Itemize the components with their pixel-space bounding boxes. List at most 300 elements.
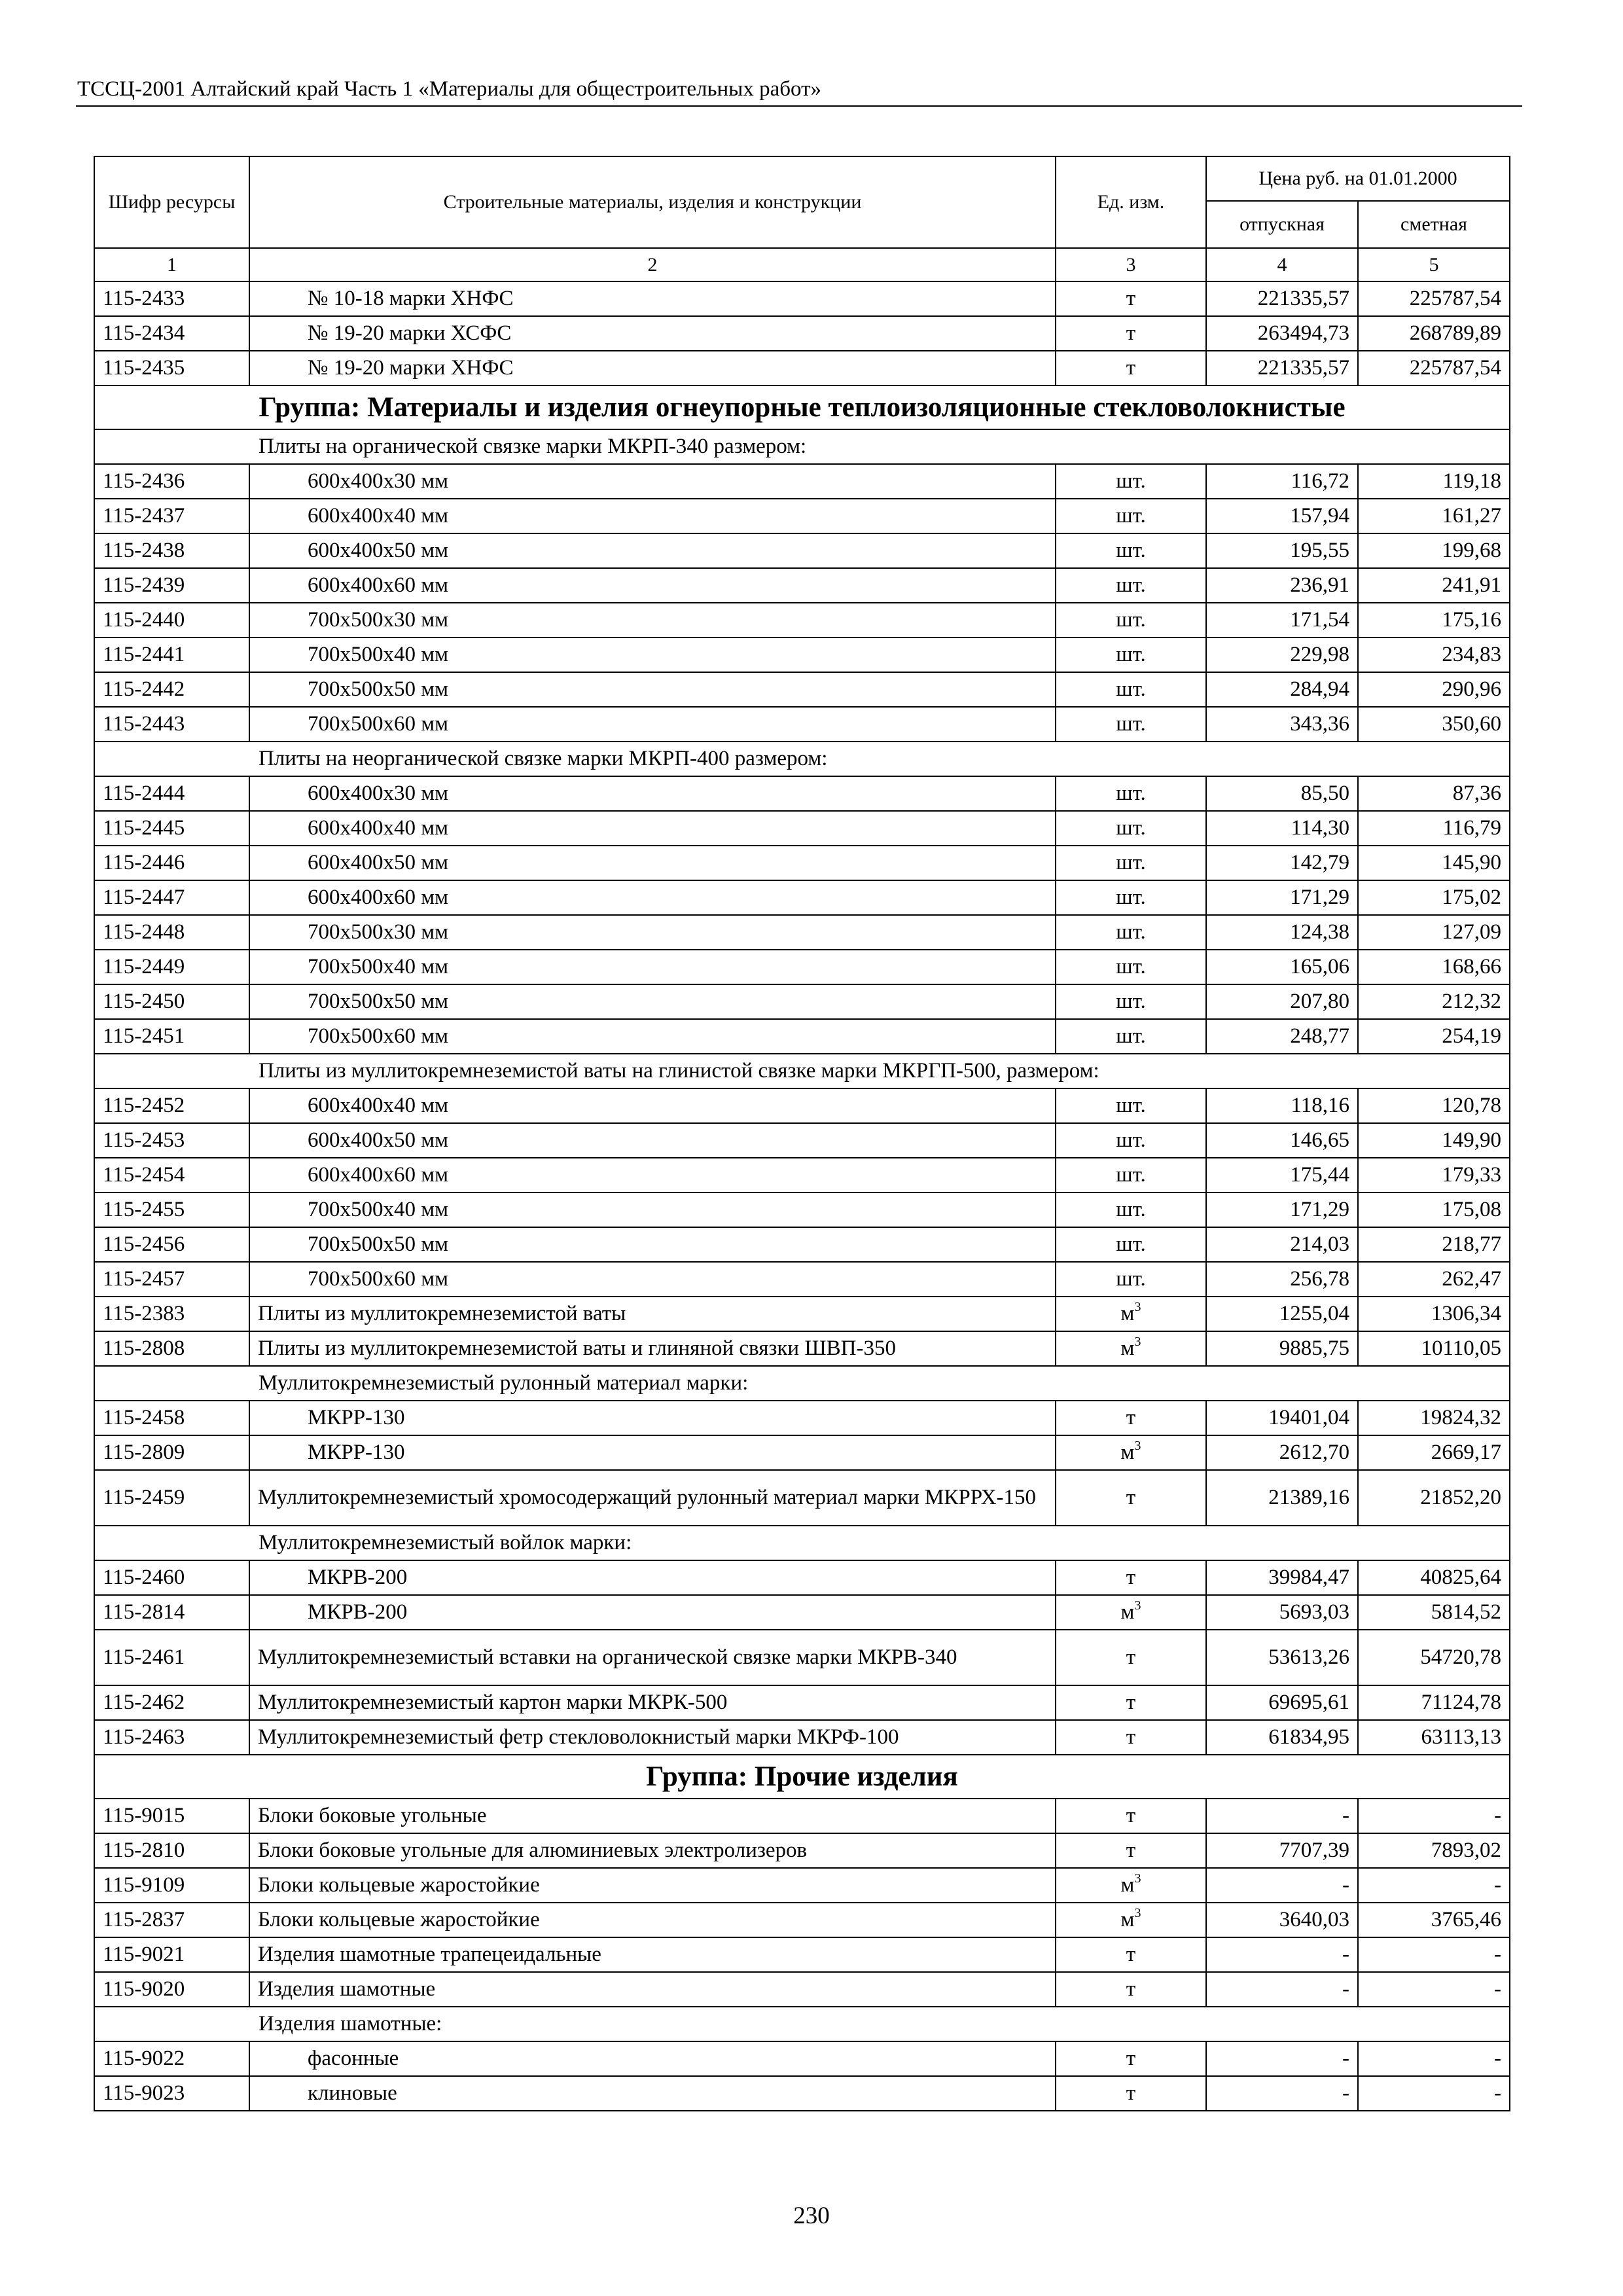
unit-cell <box>1056 950 1206 984</box>
resource-code: 115-2438 <box>94 533 249 568</box>
table-row <box>94 2041 1510 2076</box>
table-row <box>94 880 1510 915</box>
unit-cell <box>1056 1833 1206 1868</box>
resource-code: 115-2442 <box>94 672 249 707</box>
table-row <box>94 1560 1510 1595</box>
group-heading-row <box>94 1755 1510 1799</box>
release-price: 39984,47 <box>1206 1560 1358 1595</box>
unit: шт. <box>1116 781 1146 805</box>
material-name: Муллитокремнеземистый хромосодержащий рулонный материал марки МКРРХ-150 <box>249 1470 1056 1526</box>
unit: т <box>1126 356 1136 380</box>
group-heading-row <box>94 386 1510 429</box>
column-header-unit <box>1056 156 1206 248</box>
resource-code: 115-2436 <box>94 464 249 499</box>
unit-cell <box>1056 1560 1206 1595</box>
unit-cell <box>1056 846 1206 880</box>
unit-exponent: 3 <box>1134 1439 1141 1453</box>
estimate-price: 179,33 <box>1358 1158 1510 1193</box>
unit-cell <box>1056 1123 1206 1158</box>
estimate-price: 234,83 <box>1358 637 1510 672</box>
unit: т <box>1126 1943 1136 1966</box>
unit-cell <box>1056 776 1206 811</box>
table-row <box>94 2076 1510 2111</box>
material-name: 700х500х40 мм <box>249 950 1056 984</box>
resource-code: 115-2443 <box>94 707 249 742</box>
subheading: Муллитокремнеземистый рулонный материал марки: <box>94 1366 1510 1401</box>
estimate-price: - <box>1358 1868 1510 1903</box>
release-price: 61834,95 <box>1206 1720 1358 1755</box>
unit: шт. <box>1116 504 1146 528</box>
release-price: 256,78 <box>1206 1262 1358 1297</box>
unit: т <box>1126 1486 1136 1509</box>
material-name: МКРР-130 <box>249 1401 1056 1435</box>
estimate-price: 175,16 <box>1358 603 1510 637</box>
release-price: 175,44 <box>1206 1158 1358 1193</box>
estimate-price: 21852,20 <box>1358 1470 1510 1526</box>
material-name: 700х500х60 мм <box>249 1019 1056 1054</box>
release-price: 1255,04 <box>1206 1297 1358 1331</box>
resource-code: 115-2449 <box>94 950 249 984</box>
resource-code: 115-2814 <box>94 1595 249 1630</box>
estimate-price: 149,90 <box>1358 1123 1510 1158</box>
table-row <box>94 1019 1510 1054</box>
table-row <box>94 1435 1510 1470</box>
unit-cell <box>1056 1158 1206 1193</box>
material-name: Плиты из муллитокремнеземистой ваты и глиняной связки ШВП-350 <box>249 1331 1056 1366</box>
header-rule <box>76 105 1522 107</box>
unit: шт. <box>1116 1094 1146 1117</box>
resource-code: 115-2462 <box>94 1685 249 1720</box>
estimate-price: 2669,17 <box>1358 1435 1510 1470</box>
release-price: 157,94 <box>1206 499 1358 533</box>
release-price: - <box>1206 1799 1358 1833</box>
estimate-price: 1306,34 <box>1358 1297 1510 1331</box>
unit: шт. <box>1116 643 1146 666</box>
unit-exponent: 3 <box>1134 1300 1141 1314</box>
table-row <box>94 1868 1510 1903</box>
unit-cell <box>1056 316 1206 351</box>
material-name: Муллитокремнеземистый фетр стекловолокнистый марки МКРФ-100 <box>249 1720 1056 1755</box>
release-price: 284,94 <box>1206 672 1358 707</box>
table-row <box>94 672 1510 707</box>
unit-cell <box>1056 1595 1206 1630</box>
column-number-row <box>94 248 1510 281</box>
release-price: 248,77 <box>1206 1019 1358 1054</box>
release-price: - <box>1206 1937 1358 1972</box>
resource-code: 115-2810 <box>94 1833 249 1868</box>
unit-cell <box>1056 880 1206 915</box>
material-name: 600х400х60 мм <box>249 880 1056 915</box>
material-name: № 19-20 марки ХСФС <box>249 316 1056 351</box>
release-price: - <box>1206 2041 1358 2076</box>
table-row <box>94 1799 1510 1833</box>
resource-code: 115-9020 <box>94 1972 249 2007</box>
unit-cell <box>1056 1088 1206 1123</box>
material-name: № 19-20 марки ХНФС <box>249 351 1056 386</box>
release-price: 2612,70 <box>1206 1435 1358 1470</box>
estimate-price: 212,32 <box>1358 984 1510 1019</box>
table-row <box>94 776 1510 811</box>
unit-cell <box>1056 637 1206 672</box>
subheading: Плиты на органической связке марки МКРП-340 размером: <box>94 429 1510 464</box>
table-row <box>94 568 1510 603</box>
unit-cell <box>1056 1297 1206 1331</box>
unit: шт. <box>1116 990 1146 1013</box>
unit: шт. <box>1116 920 1146 944</box>
unit-cell <box>1056 1262 1206 1297</box>
material-name: Изделия шамотные трапецеидальные <box>249 1937 1056 1972</box>
unit: т <box>1126 1566 1136 1589</box>
unit-cell <box>1056 811 1206 846</box>
table-row <box>94 846 1510 880</box>
material-name: Блоки боковые угольные <box>249 1799 1056 1833</box>
material-name: 600х400х60 мм <box>249 568 1056 603</box>
unit-cell <box>1056 1868 1206 1903</box>
table-row <box>94 1331 1510 1366</box>
column-header-name-text: Строительные материалы, изделия и конструкции <box>443 191 862 213</box>
release-price: 118,16 <box>1206 1088 1358 1123</box>
estimate-price: 175,02 <box>1358 880 1510 915</box>
unit-cell <box>1056 1435 1206 1470</box>
page-number: 230 <box>793 2202 830 2229</box>
release-price: 21389,16 <box>1206 1470 1358 1526</box>
subheading-row <box>94 1054 1510 1088</box>
resource-code: 115-2458 <box>94 1401 249 1435</box>
material-name: Изделия шамотные <box>249 1972 1056 2007</box>
column-number: 1 <box>94 248 249 281</box>
release-price: 114,30 <box>1206 811 1358 846</box>
material-name: фасонные <box>249 2041 1056 2076</box>
unit: шт. <box>1116 816 1146 840</box>
unit-cell <box>1056 984 1206 1019</box>
material-name: МКРВ-200 <box>249 1560 1056 1595</box>
release-price: 207,80 <box>1206 984 1358 1019</box>
resource-code: 115-2437 <box>94 499 249 533</box>
unit: т <box>1126 1645 1136 1669</box>
material-name: 600х400х40 мм <box>249 1088 1056 1123</box>
resource-code: 115-2455 <box>94 1193 249 1227</box>
unit-cell <box>1056 1720 1206 1755</box>
column-number: 4 <box>1206 248 1358 281</box>
release-price: 171,54 <box>1206 603 1358 637</box>
estimate-price: 168,66 <box>1358 950 1510 984</box>
estimate-price: - <box>1358 2041 1510 2076</box>
unit: шт. <box>1116 1198 1146 1221</box>
column-number: 5 <box>1358 248 1510 281</box>
unit-cell <box>1056 1019 1206 1054</box>
subheading-row <box>94 742 1510 776</box>
unit: м <box>1120 1302 1135 1325</box>
estimate-price: 175,08 <box>1358 1193 1510 1227</box>
estimate-price: 120,78 <box>1358 1088 1510 1123</box>
material-name: Муллитокремнеземистый картон марки МКРК-500 <box>249 1685 1056 1720</box>
unit: т <box>1126 1691 1136 1714</box>
material-name: 600х400х30 мм <box>249 464 1056 499</box>
unit-cell <box>1056 464 1206 499</box>
resource-code: 115-2435 <box>94 351 249 386</box>
unit-cell <box>1056 1685 1206 1720</box>
unit-cell <box>1056 351 1206 386</box>
unit-cell <box>1056 533 1206 568</box>
unit-cell <box>1056 603 1206 637</box>
estimate-price: 161,27 <box>1358 499 1510 533</box>
material-name: МКРВ-200 <box>249 1595 1056 1630</box>
unit: т <box>1126 321 1136 345</box>
release-price: 263494,73 <box>1206 316 1358 351</box>
subheading-row <box>94 1366 1510 1401</box>
material-name: 700х500х50 мм <box>249 1227 1056 1262</box>
group-heading: Группа: Материалы и изделия огнеупорные теплоизоляционные стекловолокнистые <box>94 386 1510 429</box>
material-name: 600х400х40 мм <box>249 499 1056 533</box>
table-row <box>94 281 1510 316</box>
resource-code: 115-2445 <box>94 811 249 846</box>
table-row <box>94 351 1510 386</box>
release-price: 7707,39 <box>1206 1833 1358 1868</box>
column-header-release-text: отпускная <box>1240 213 1325 235</box>
unit: т <box>1126 287 1136 310</box>
unit-cell <box>1056 1401 1206 1435</box>
unit: шт. <box>1116 539 1146 562</box>
unit: шт. <box>1116 712 1146 736</box>
estimate-price: 71124,78 <box>1358 1685 1510 1720</box>
material-name: 700х500х30 мм <box>249 915 1056 950</box>
unit: м <box>1120 1441 1135 1464</box>
table-row <box>94 1595 1510 1630</box>
resource-code: 115-2447 <box>94 880 249 915</box>
estimate-price: - <box>1358 1937 1510 1972</box>
release-price: 19401,04 <box>1206 1401 1358 1435</box>
subheading: Плиты из муллитокремнеземистой ваты на глинистой связке марки МКРГП-500, размером: <box>94 1054 1510 1088</box>
unit: шт. <box>1116 851 1146 874</box>
estimate-price: 225787,54 <box>1358 351 1510 386</box>
unit-cell <box>1056 1972 1206 2007</box>
release-price: 195,55 <box>1206 533 1358 568</box>
release-price: - <box>1206 2076 1358 2111</box>
release-price: 343,36 <box>1206 707 1358 742</box>
estimate-price: 3765,46 <box>1358 1903 1510 1937</box>
resource-code: 115-2433 <box>94 281 249 316</box>
release-price: 142,79 <box>1206 846 1358 880</box>
table-row <box>94 707 1510 742</box>
table-row <box>94 1685 1510 1720</box>
resource-code: 115-2434 <box>94 316 249 351</box>
estimate-price: 10110,05 <box>1358 1331 1510 1366</box>
resource-code: 115-2457 <box>94 1262 249 1297</box>
material-name: Блоки кольцевые жаростойкие <box>249 1868 1056 1903</box>
unit-cell <box>1056 1630 1206 1685</box>
resource-code: 115-2441 <box>94 637 249 672</box>
unit-cell <box>1056 1331 1206 1366</box>
table-row <box>94 533 1510 568</box>
table-row <box>94 1630 1510 1685</box>
material-name: Муллитокремнеземистый вставки на органической связке марки МКРВ-340 <box>249 1630 1056 1685</box>
material-name: 700х500х40 мм <box>249 637 1056 672</box>
unit: т <box>1126 2047 1136 2070</box>
estimate-price: 5814,52 <box>1358 1595 1510 1630</box>
release-price: 146,65 <box>1206 1123 1358 1158</box>
unit-cell <box>1056 672 1206 707</box>
material-name: клиновые <box>249 2076 1056 2111</box>
material-name: 700х500х30 мм <box>249 603 1056 637</box>
unit-cell <box>1056 1799 1206 1833</box>
unit-exponent: 3 <box>1134 1598 1141 1613</box>
unit: шт. <box>1116 1267 1146 1291</box>
subheading-row <box>94 1526 1510 1560</box>
resource-code: 115-2451 <box>94 1019 249 1054</box>
estimate-price: 19824,32 <box>1358 1401 1510 1435</box>
release-price: 221335,57 <box>1206 281 1358 316</box>
resource-code: 115-9023 <box>94 2076 249 2111</box>
table-row <box>94 1088 1510 1123</box>
table-row <box>94 1401 1510 1435</box>
subheading-row <box>94 2007 1510 2041</box>
table-body <box>94 281 1510 2111</box>
resource-code: 115-2383 <box>94 1297 249 1331</box>
unit: шт. <box>1116 677 1146 701</box>
unit: шт. <box>1116 1128 1146 1152</box>
table-row <box>94 950 1510 984</box>
table-row <box>94 1937 1510 1972</box>
unit: т <box>1126 1725 1136 1749</box>
resource-code: 115-2463 <box>94 1720 249 1755</box>
unit: м <box>1120 1873 1135 1897</box>
unit: т <box>1126 1839 1136 1862</box>
resource-code: 115-2448 <box>94 915 249 950</box>
unit: м <box>1120 1908 1135 1931</box>
table-row <box>94 1903 1510 1937</box>
table-row <box>94 1833 1510 1868</box>
release-price: 9885,75 <box>1206 1331 1358 1366</box>
column-header-name <box>249 156 1056 248</box>
estimate-price: 127,09 <box>1358 915 1510 950</box>
estimate-price: 225787,54 <box>1358 281 1510 316</box>
unit-exponent: 3 <box>1134 1906 1141 1920</box>
unit-cell <box>1056 568 1206 603</box>
unit: шт. <box>1116 469 1146 493</box>
table-row <box>94 1262 1510 1297</box>
unit: шт. <box>1116 1163 1146 1187</box>
subheading: Изделия шамотные: <box>94 2007 1510 2041</box>
material-name: 600х400х30 мм <box>249 776 1056 811</box>
column-header-code <box>94 156 249 248</box>
price-table <box>94 156 1510 2111</box>
unit-cell <box>1056 2076 1206 2111</box>
column-header-price-text: Цена руб. на 01.01.2000 <box>1258 168 1457 189</box>
resource-code: 115-2453 <box>94 1123 249 1158</box>
material-name: 600х400х60 мм <box>249 1158 1056 1193</box>
estimate-price: 145,90 <box>1358 846 1510 880</box>
material-name: 700х500х60 мм <box>249 707 1056 742</box>
table-row <box>94 316 1510 351</box>
column-number: 3 <box>1056 248 1206 281</box>
release-price: 221335,57 <box>1206 351 1358 386</box>
column-header-unit-text: Ед. изм. <box>1097 191 1165 213</box>
unit: шт. <box>1116 955 1146 978</box>
release-price: 171,29 <box>1206 1193 1358 1227</box>
unit: шт. <box>1116 608 1146 632</box>
table-row <box>94 637 1510 672</box>
material-name: 700х500х40 мм <box>249 1193 1056 1227</box>
resource-code: 115-2444 <box>94 776 249 811</box>
estimate-price: 40825,64 <box>1358 1560 1510 1595</box>
subheading-row <box>94 429 1510 464</box>
unit: м <box>1120 1336 1135 1360</box>
estimate-price: - <box>1358 2076 1510 2111</box>
unit-exponent: 3 <box>1134 1335 1141 1349</box>
release-price: 229,98 <box>1206 637 1358 672</box>
unit-cell <box>1056 1227 1206 1262</box>
resource-code: 115-2809 <box>94 1435 249 1470</box>
unit: т <box>1126 2081 1136 2105</box>
table-row <box>94 1227 1510 1262</box>
material-name: Блоки кольцевые жаростойкие <box>249 1903 1056 1937</box>
unit-cell <box>1056 499 1206 533</box>
table-row <box>94 915 1510 950</box>
resource-code: 115-9021 <box>94 1937 249 1972</box>
column-header-code-text: Шифр ресурсы <box>108 191 236 213</box>
table-row <box>94 1720 1510 1755</box>
table-row <box>94 1123 1510 1158</box>
unit: т <box>1126 1804 1136 1827</box>
resource-code: 115-9109 <box>94 1868 249 1903</box>
release-price: 53613,26 <box>1206 1630 1358 1685</box>
material-name: Блоки боковые угольные для алюминиевых электролизеров <box>249 1833 1056 1868</box>
column-header-release <box>1206 201 1358 248</box>
unit-cell <box>1056 281 1206 316</box>
estimate-price: 290,96 <box>1358 672 1510 707</box>
column-number: 2 <box>249 248 1056 281</box>
estimate-price: 241,91 <box>1358 568 1510 603</box>
unit-cell <box>1056 1937 1206 1972</box>
release-price: 85,50 <box>1206 776 1358 811</box>
table-row <box>94 1972 1510 2007</box>
estimate-price: 199,68 <box>1358 533 1510 568</box>
material-name: 600х400х40 мм <box>249 811 1056 846</box>
estimate-price: 268789,89 <box>1358 316 1510 351</box>
release-price: - <box>1206 1868 1358 1903</box>
release-price: 124,38 <box>1206 915 1358 950</box>
unit: шт. <box>1116 886 1146 909</box>
resource-code: 115-2459 <box>94 1470 249 1526</box>
subheading: Плиты на неорганической связке марки МКРП-400 размером: <box>94 742 1510 776</box>
table-row <box>94 1193 1510 1227</box>
material-name: 700х500х50 мм <box>249 984 1056 1019</box>
column-header-estimate <box>1358 201 1510 248</box>
estimate-price: 119,18 <box>1358 464 1510 499</box>
resource-code: 115-2808 <box>94 1331 249 1366</box>
material-name: 600х400х50 мм <box>249 533 1056 568</box>
release-price: 214,03 <box>1206 1227 1358 1262</box>
resource-code: 115-9015 <box>94 1799 249 1833</box>
column-header-estimate-text: сметная <box>1400 213 1467 235</box>
unit-cell <box>1056 1470 1206 1526</box>
unit: т <box>1126 1977 1136 2001</box>
resource-code: 115-2461 <box>94 1630 249 1685</box>
table-row <box>94 1158 1510 1193</box>
release-price: 236,91 <box>1206 568 1358 603</box>
table-row <box>94 984 1510 1019</box>
resource-code: 115-2837 <box>94 1903 249 1937</box>
group-heading: Группа: Прочие изделия <box>94 1755 1510 1799</box>
estimate-price: - <box>1358 1799 1510 1833</box>
release-price: 116,72 <box>1206 464 1358 499</box>
table-row <box>94 1470 1510 1526</box>
resource-code: 115-2450 <box>94 984 249 1019</box>
unit-cell <box>1056 915 1206 950</box>
table-row <box>94 499 1510 533</box>
release-price: - <box>1206 1972 1358 2007</box>
release-price: 5693,03 <box>1206 1595 1358 1630</box>
